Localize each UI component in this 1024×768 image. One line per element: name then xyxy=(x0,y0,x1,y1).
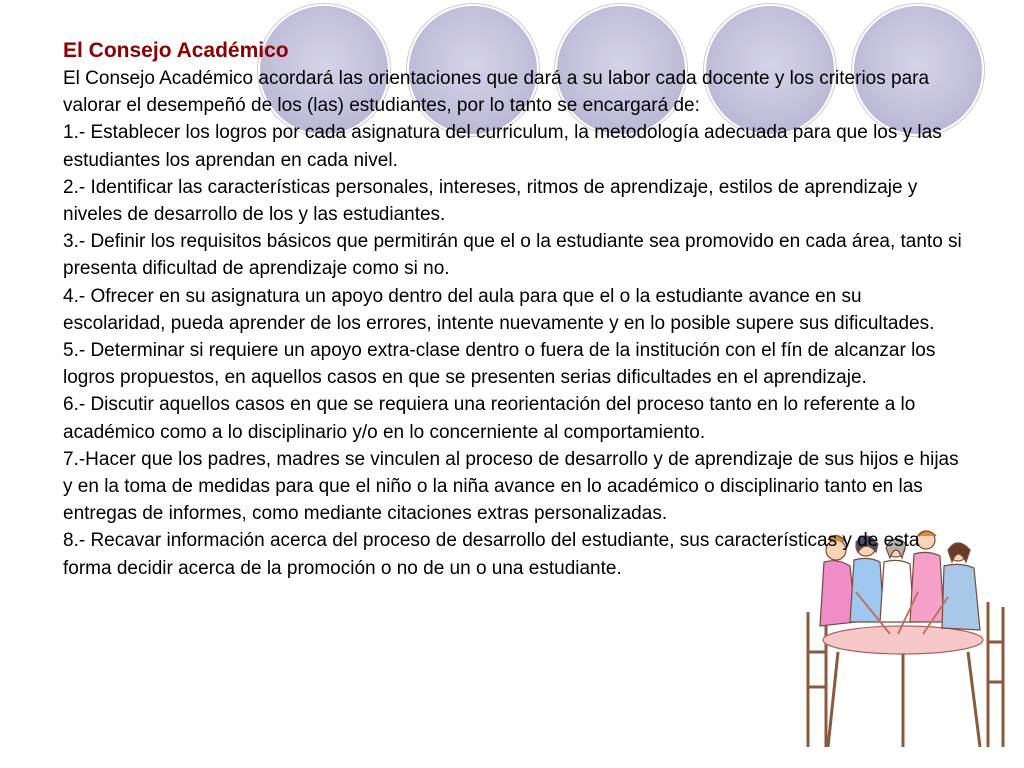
list-item-3: 3.- Definir los requisitos básicos que permitirán que el o la estudiante sea promovido en cada área, tanto si presenta dificultad de aprendizaje como si no. xyxy=(63,231,962,280)
slide-content xyxy=(63,37,968,582)
list-item-7: 7.-Hacer que los padres, madres se vinculen al proceso de desarrollo y de aprendizaje de sus hijos e hijas y en la toma de medidas para que el niño o la niña avance en lo académico o disciplinario tanto en las entregas de informes, como mediante citaciones extras personalizadas. xyxy=(63,448,959,525)
intro-paragraph: El Consejo Académico acordará las orientaciones que dará a su labor cada docente y los criterios para valorar el desempeñó de los (las) estudiantes, por lo tanto se encargará de: xyxy=(63,68,930,117)
list-item-5: 5.- Determinar si requiere un apoyo extra-clase dentro o fuera de la institución con el fín de alcanzar los logros propuestos, en aquellos casos en que se presenten serias dificultades en el aprendizaje. xyxy=(63,340,936,389)
list-item-6: 6.- Discutir aquellos casos en que se requiera una reorientación del proceso tanto en lo referente a lo académico como a lo disciplinario y/o en lo concerniente al comportamiento. xyxy=(63,394,916,443)
list-item-1: 1.- Establecer los logros por cada asignatura del curriculum, la metodología adecuada para que los y las estudiantes los aprendan en cada nivel. xyxy=(63,122,942,171)
list-item-8: 8.- Recavar información acerca del proceso de desarrollo del estudiante, sus características y de esta forma decidir acerca de la promoción o no de un o una estudiante. xyxy=(63,530,920,579)
list-item-2: 2.- Identificar las características personales, intereses, ritmos de aprendizaje, estilos de aprendizaje y niveles de desarrollo de los y las estudiantes. xyxy=(63,176,918,226)
slide-title: El Consejo Académico xyxy=(63,39,289,62)
list-item-4: 4.- Ofrecer en su asignatura un apoyo dentro del aula para que el o la estudiante avance en su escolaridad, pueda aprender de los errores, intente nuevamente y en lo posible supere sus dificultades. xyxy=(63,285,935,334)
